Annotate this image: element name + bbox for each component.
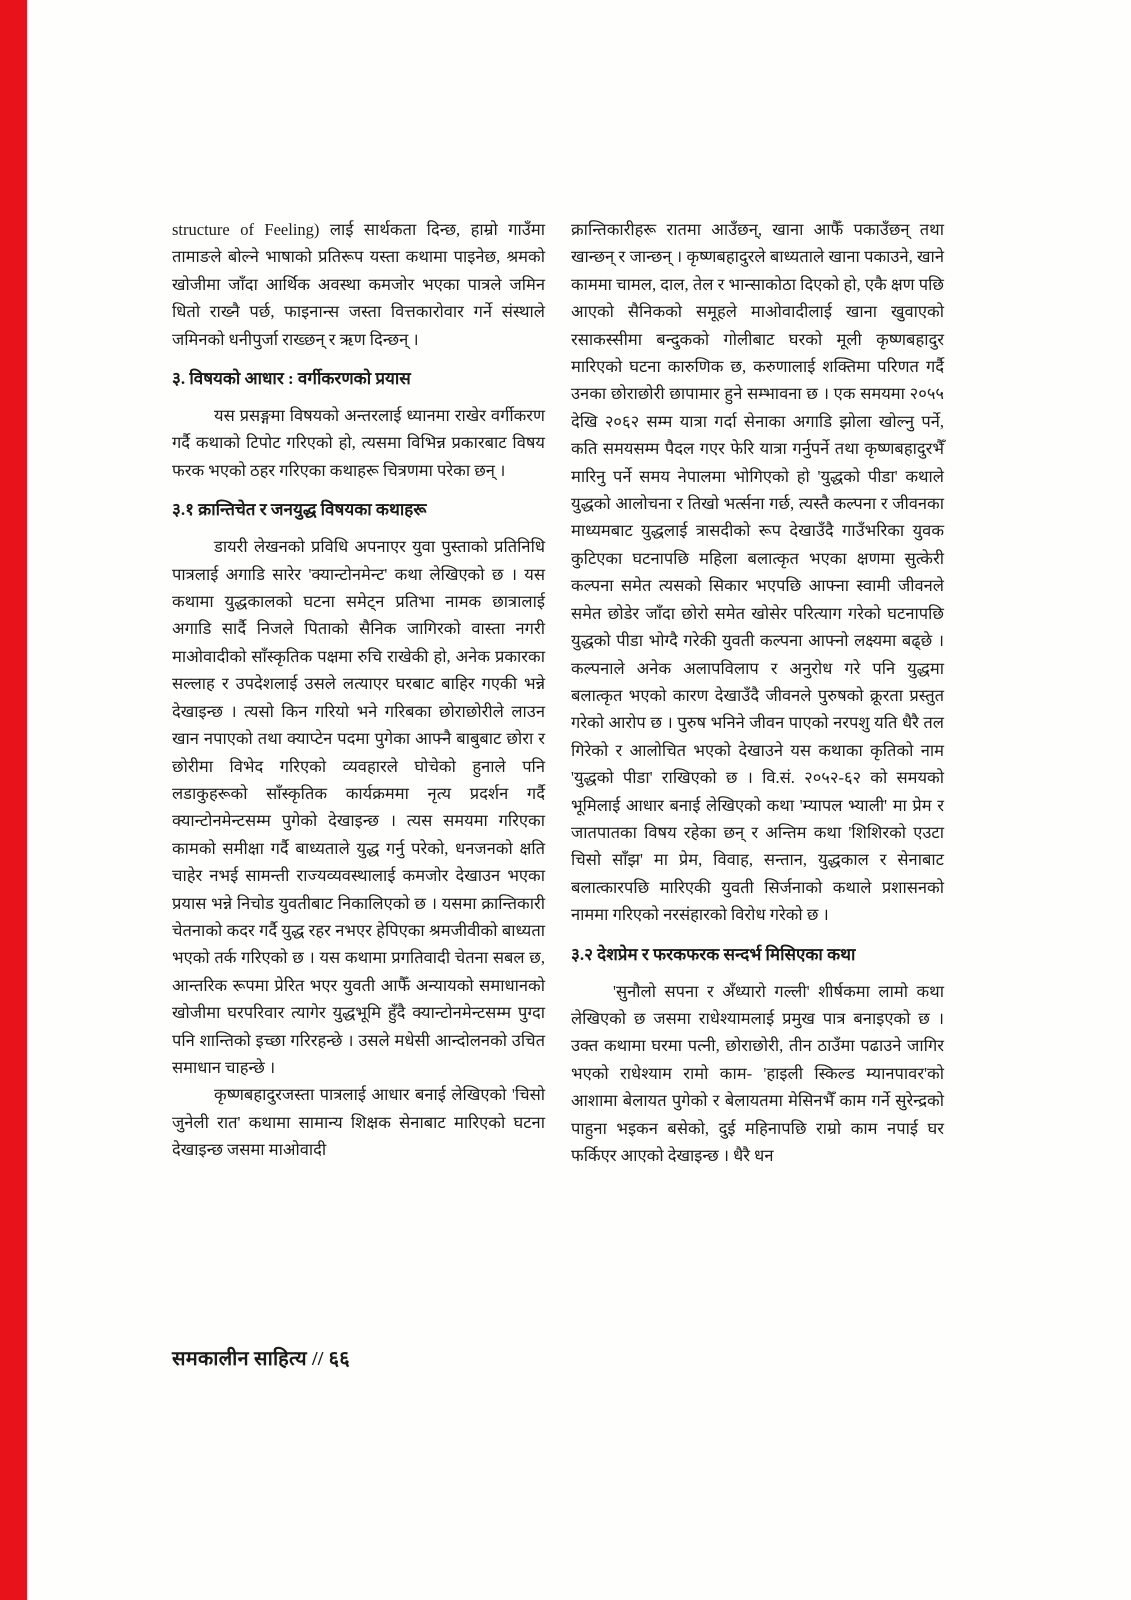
section-heading-3: ३. विषयको आधार : वर्गीकरणको प्रयास [172,369,411,389]
two-column-text-layout [172,216,944,1169]
section-heading-3-2: ३.२ देशप्रेम र फरकफरक सन्दर्भ मिसिएका कथा [571,944,856,964]
left-column [172,216,545,1169]
paragraph: यस प्रसङ्गमा विषयको अन्तरलाई ध्यानमा राखेर वर्गीकरण गर्दै कथाको टिपोट गरिएको हो, त्यसमा विभिन्न प्रकारबाट विषय फरक भएको ठहर गरिएका कथाहरू चित्रणमा परेका छन् । [172,406,545,480]
paragraph: कृष्णबहादुरजस्ता पात्रलाई आधार बनाई लेखिएको 'चिसो जुनेली रात' कथामा सामान्य शिक्षक सेनाबाट मारिएको घटना देखाइन्छ जसमा माओवादी [172,1085,545,1160]
section-heading-3-1: ३.१ क्रान्तिचेत र जनयुद्ध विषयका कथाहरू [172,500,427,520]
paragraph-continuation: क्रान्तिकारीहरू रातमा आउँछन्, खाना आफैँ पकाउँछन् तथा खान्छन् र जान्छन् । कृष्णबहादुरले बाध्यताले खाना पकाउने, खाने काममा चामल, दाल, तेल र भान्साकोठा दिएको हो, एकै क्षण पछि आएको सैनिकको समूहले माओवादीलाई खाना खुवाएको रसाकस्सीमा बन्दुकको गोलीबाट घरको मूली कृष्णबहादुर मारिएको घटना कारुणिक छ, करुणालाई शक्तिमा परिणत गर्दै उनका छोराछोरी छापामार हुने सम्भावना छ । एक समयमा २०५५ देखि २०६२ सम्म यात्रा गर्दा सेनाका अगाडि झोला खोल्नु पर्ने, कति समयसम्म पैदल गएर फेरि यात्रा गर्नुपर्ने तथा कृष्णबहादुरभैँ मारिनु पर्ने समय नेपालमा भोगिएको हो 'युद्धको पीडा' कथाले युद्धको आलोचना र तिखो भर्त्सना गर्छ, त्यस्तै कल्पना र जीवनका माध्यमबाट युद्धलाई त्रासदीको रूप देखाउँदै गाउँभरिका युवक कुटिएका घटनापछि महिला बलात्कृत भएका क्षणमा सुत्केरी कल्पना समेत त्यसको सिकार भएपछि आफ्ना स्वामी जीवनले समेत छोडेर जाँदा छोरो समेत खोसेर परित्याग गरेको घटनापछि युद्धको पीडा भोग्दै गरेकी युवती कल्पना आफ्नो लक्ष्यमा बढ्छे । कल्पनाले अनेक अलापविलाप र अनुरोध गरे पनि युद्धमा बलात्कृत भएको कारण देखाउँदै जीवनले पुरुषको क्रूरता प्रस्तुत गरेको आरोप छ । पुरुष भनिने जीवन पाएको नरपशु यति धैरै तल गिरेको र आलोचित भएको देखाउने यस कथाका कृतिको नाम 'युद्धको पीडा' राखिएको छ । वि.सं. २०५२-६२ को समयको भूमिलाई आधार बनाई लेखिएको कथा 'म्यापल भ्याली' मा प्रेम र जातपातका विषय रहेका छन् र अन्तिम कथा 'शिशिरको एउटा चिसो साँझ' मा प्रेम, विवाह, सन्तान, युद्धकाल र सेनाबाट बलात्कारपछि मारिएकी युवती सिर्जनाको कथाले प्रशासनको नाममा गरिएको नरसंहारको विरोध गरेको छ । [571,220,944,925]
page-footer-journal-title-and-page-number: समकालीन साहित्य // ६६ [172,1348,350,1370]
page-content [172,216,944,1169]
paragraph: डायरी लेखनको प्रविधि अपनाएर युवा पुस्ताको प्रतिनिधि पात्रलाई अगाडि सारेर 'क्यान्टोनमेन्ट' कथा लेखिएको छ । यस कथामा युद्धकालको घटना समेट्न प्रतिभा नामक छात्रालाई अगाडि सार्दै निजले पिताको सैनिक जागिरको वास्ता नगरी माओवादीको साँस्कृतिक पक्षमा रुचि राखेकी हो, अनेक प्रकारका सल्लाह र उपदेशलाई उसले लत्याएर घरबाट बाहिर गएकी भन्ने देखाइन्छ । त्यसो किन गरियो भने गरिबका छोराछोरीले लाउन खान नपाएको तथा क्याप्टेन पदमा पुगेका आफ्नै बाबुबाट छोरा र छोरीमा विभेद गरिएको व्यवहारले घोचेको हुनाले पनि लडाकुहरूको साँस्कृतिक कार्यक्रममा नृत्य प्रदर्शन गर्दै क्यान्टोनमेन्टसम्म पुगेको देखाइन्छ । त्यस समयमा गरिएका कामको समीक्षा गर्दै बाध्यताले युद्ध गर्नु परेको, धनजनको क्षति चाहेर नभई सामन्ती राज्यव्यवस्थालाई कमजोर देखाउन भएका प्रयास भन्ने निचोड युवतीबाट निकालिएको छ । यसमा क्रान्तिकारी चेतनाको कदर गर्दै युद्ध रहर नभएर हेपिएका श्रमजीवीको बाध्यता भएको तर्क गरिएको छ । यस कथामा प्रगतिवादी चेतना सबल छ, आन्तरिक रूपमा प्रेरित भएर युवती आफैँ अन्यायको समाधानको खोजीमा घरपरिवार त्यागेर युद्धभूमि हुँदै क्यान्टोनमेन्टसम्म पुग्दा पनि शान्तिको इच्छा गरिरहन्छे । उसले मधेसी आन्दोलनको उचित समाधान चाहन्छे । [172,537,545,1077]
paragraph-continuation: structure of Feeling) लाई सार्थकता दिन्छ, हाम्रो गाउँमा तामाङले बोल्ने भाषाको प्रतिरूप यस्ता कथामा पाइनेछ, श्रमको खोजीमा जाँदा आर्थिक अवस्था कमजोर भएका पात्रले जमिन धितो राख्नै पर्छ, फाइनान्स जस्ता वित्तकारोवार गर्ने संस्थाले जमिनको धनीपुर्जा राख्छन् र ऋण दिन्छन् । [172,220,545,349]
right-column [571,216,944,1169]
paragraph: 'सुनौलो सपना र अँध्यारो गल्ली' शीर्षकमा लामो कथा लेखिएको छ जसमा राधेश्यामलाई प्रमुख पात्र बनाइएको छ । उक्त कथामा घरमा पत्नी, छोराछोरी, तीन ठाउँमा पढाउने जागिर भएको राधेश्याम रामो काम- 'हाइली स्किल्ड म्यानपावर'को आशामा बेलायत पुगेको र बेलायतमा मेसिनभैँ काम गर्ने सुरेन्द्रको पाहुना भइकन बसेको, दुई महिनापछि राम्रो काम नपाई घर फर्किएर आएको देखाइन्छ । धैरै धन [571,981,944,1165]
left-red-margin-bar [0,0,27,1600]
